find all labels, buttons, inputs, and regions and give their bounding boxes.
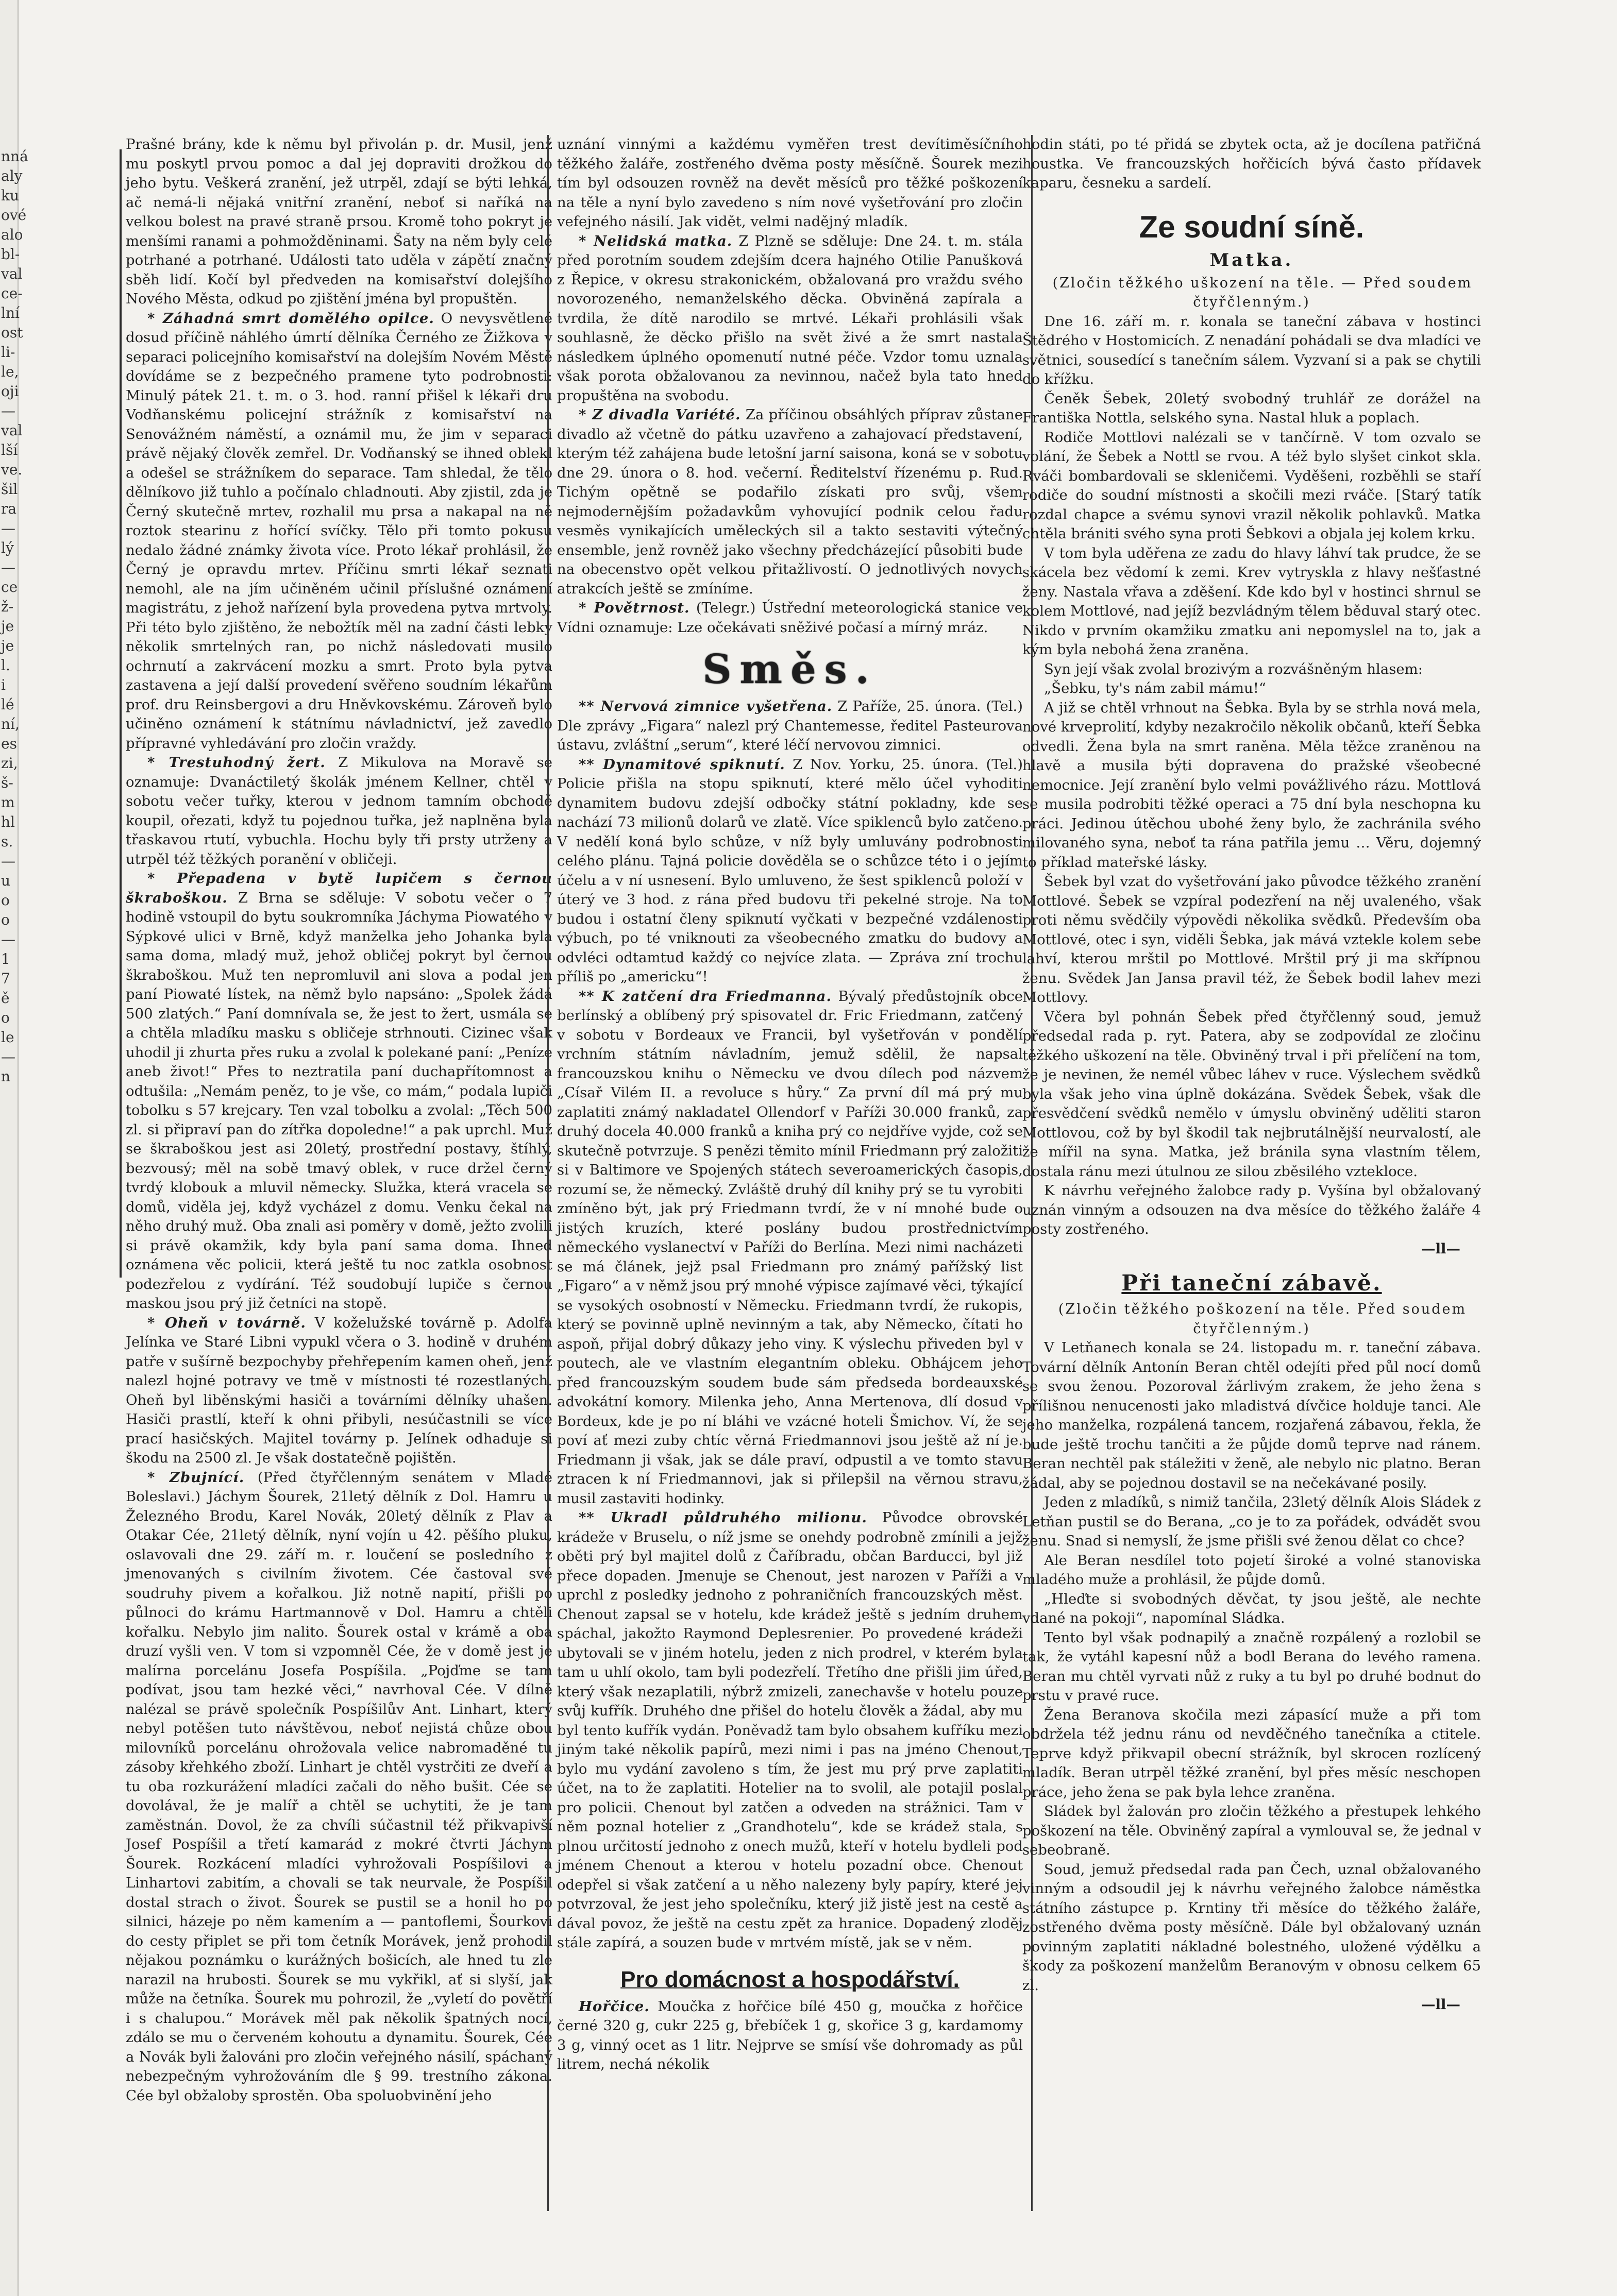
news-paragraph [557, 697, 1023, 755]
news-paragraph [1022, 679, 1481, 699]
section-heading: Pro domácnost a hospodářství. [620, 1966, 959, 1992]
news-paragraph [1022, 312, 1481, 389]
edge-fragment: je [1, 637, 14, 654]
news-paragraph [557, 232, 1023, 406]
news-item-text: Z Brna se sděluje: V sobotu večer o 7 hodině vstoupil do bytu soukromníka Jáchyma Piowatého v Sýpkové ulici v Brně, když manželka jeho Johanka byla sama doma, mladý muž, jehož obličej pokryt byl černou škraboškou. Muž ten nepromluvil ani slova a podal jen paní Piowaté lístek, na němž bylo napsáno: „Spolek žádá 500 zlatých.“ Paní domnívala se, že jest to žert, usmála se a chtěla mladíku masku s obličeje strhnouti. Cizinec však uhodil ji zhurta přes ruku a zvolal k polekané paní: „Peníze aneb život!“ Přes to neztratila paní duchapřítomnost a odtušila: „Nemám peněz, to je vše, co mám,“ podala lupiči tobolku s 57 krejcary. Ten vzal tobolku a zvolal: „Těch 500 zl. si připraví pan do zítřka dopoledne!“ a pak uprchl. Muž se škraboškou jest asi 20letý, prostřední postavy, štíhlý, bezvousý; měl na sobě tmavý oblek, v ruce držel černý tvrdý klobouk a mluvil německy. Služka, která vracela se domů, viděla jej, když vycházel z domu. Venku čekal na něho druhý muž. Oba znali asi poměry v domě, ježto zvolili si právě okamžik, kdy byla paní sama doma. Ihned oznámena věc policii, která ještě tu noc zatkla osobnost podezřelou z vydírání. Též soudobují lupiče s černou maskou jsou prý již četníci na stopě. [126, 889, 552, 1312]
edge-fragment: ve. [1, 461, 23, 478]
news-item-heading: * Z divadla Variété. [579, 406, 741, 423]
edge-fragment: i [1, 676, 6, 693]
news-item-text: Původce obrovské krádeže v Bruselu, o níž jsme se onehdy podrobně zmínili a jejž oběti prý byl majitel dolů z Čaříbradu, občan Barducci, byl již přece dopaden. Jmenuje se Chenout, jest narozen v Paříži a v uprchl z posledky jednoho z pohraničních francouzských měst. Chenout zapsal se v hotelu, kde krádež ještě s jedním druhem spáchal, jakožto Raymond Deplesrenier. Po provedené krádeži ubytovali se v jiném hotelu, jeden z nich prodrel, v kterém byla tam u uhlí okolo, tam byli podezřelí. Třetího dne přišli jim úřed, který však nezaplatili, nýbrž zmizeli, zanechavše v hotelu pouze svůj kufřík. Druhého dne přišel do hotelu člověk a žádal, aby mu byl tento kufřík vydán. Poněvadž tam bylo obsahem kufříku mezi jiným také několik papírů, mezi nimi i pas na jméno Chenout, bylo mu vydání zavoleno s tím, že jest mu prý prve zaplatiti účet, na to že zaplatiti. Hotelier na to svolil, ale potajil poslal pro policii. Chenout byl zatčen a odveden na strážnici. Tam v něm poznal hotelier z „Grandhotelu“, kde se krádež stala, s plnou určitostí jednoho z onech mužů, kteří v hotelu bydleli pod jménem Chenout a kterou v hotelu pozadní obce. Chenout odepřel si však zatčení a u něho nalezeny byly papíry, které jej potvrzoval, že jest jeho společníku, který již jistě jest na cestě a dával povoz, že ještě na cestu zpět za hranice. Dopadený zloděj stále zapírá, a souzen bude v mrtvém místě, jak se v něm. [557, 1509, 1023, 1951]
news-item-text: Moučka z hořčice bílé 450 g, moučka z hořčice černé 320 g, cukr 225 g, břebíček 1 g, skořice 3 g, kardamomy 3 g, vinný ocet as 1 litr. Nejprve se smísí vše dohromady as půl litrem, nechá nékolik [557, 1998, 1023, 2072]
news-paragraph [1022, 660, 1481, 679]
news-paragraph [126, 135, 552, 309]
news-item-text: V koželužské továrně p. Adolfa Jelínka ve Staré Libni vypukl včera o 3. hodině v druhém patře v sušírně bezpochyby přehřepením kamen oheň, jenž nalezl hojné potravy ve tmě v místnosti té rozestlaných. Oheň byl liběnskými hasiči a továrními dělníky uhašen. Hasiči prastlí, kteří k ohni přibyli, nesúčastnili se více prací hasičských. Majitel továrny p. Jelínek odhaduje si škodu na 2500 zl. Je však dostatečně pojištěn. [126, 1314, 552, 1466]
court-charge-line: (Zločin těžkého uškození na těle. — Před soudem čtyřčlenným.) [1052, 275, 1473, 310]
edge-fragment: hl [1, 813, 15, 830]
edge-fragment: ost [1, 324, 23, 341]
edge-fragment: zi, [1, 755, 18, 772]
news-paragraph [557, 1997, 1023, 2074]
edge-fragment: m [1, 794, 15, 811]
news-paragraph [557, 987, 1023, 1509]
news-item-heading: Hořčice. [579, 1998, 650, 2015]
edge-fragment: š- [1, 774, 13, 791]
left-margin-rule [120, 149, 122, 1278]
news-item-heading: ** K zatčení dra Friedmanna. [579, 988, 832, 1005]
news-paragraph [557, 405, 1023, 599]
edge-fragment: lé [1, 696, 14, 713]
edge-fragment: šil [1, 481, 18, 498]
edge-fragment: le [1, 1029, 14, 1046]
article-title: Matka. [1209, 249, 1294, 270]
news-paragraph [557, 755, 1023, 987]
news-paragraph [1022, 135, 1481, 193]
news-item-text: O nevysvětlené dosud příčině náhlého úmrtí dělníka Černého ze Žižkova v separaci policejního komisařství na dolejším Novém Městě dovídáme se z bezpečného pramene tyto podrobnosti: Minulý pátek 21. t. m. o 3. hod. ranní přišel k lékaři dru Vodňanskému policejní strážník z komisařství na Senovážném náměstí, a oznámil mu, že jim v separaci právě nějaký člověk zemřel. Dr. Vodňanský se ihned oblekl a odešel se strážníkem do separace. Tam shledal, že tělo dělníkovo již tuhlo a počínalo chladnouti. Aby zjistil, zda je Černý skutečně mrtev, rozhalil mu prsa a nakapal na ně roztok stearinu z hořící svíčky. Tělo při tomto pokusu nedalo žádné známky života více. Proto lékař prohlásil, že Černý je opravdu mrtev. Příčinu smrti lékař seznati nemohl, ale na jím učiněném učinil příslušné oznámení magistrátu, z jehož nařízení byla provedena pytva mrtvoly. Při této bylo zjištěno, že nebožtík měl na zadní části lebky několik smrtelných ran, po nichž následovati musilo ochrnutí a zakrvácení mozku a smrt. Proto byla pytva zastavena a její další provedení svěřeno soudním lékařům prof. dru Reinsbergovi a dru Hněvkovskému. Zároveň bylo učiněno oznámení k státnímu návladnictví, jež zavedlo přípravné vyhledávání pro zločin vraždy. [126, 310, 552, 752]
news-item-text: Rodiče Mottlovi nalézali se v tančírně. V tom ozvalo se volání, že Šebek a Nottl se rvou. A též bylo slyšet cinkot skla. Rváči bombardovali se skleničemi. Vyděšeni, rozběhli se staří rodiče do soudní místnosti a skočili mezi rváče. [Starý tatík rozdal chapce a svému synovi vrazil několik pohlavků. Matka chtěla brániti svého syna proti Šebkovi a objala jej kolem krku. [1022, 429, 1481, 542]
news-paragraph [1022, 1551, 1481, 1590]
edge-fragment: aly [1, 167, 23, 184]
edge-fragment: 1 [1, 950, 10, 967]
news-item-text: Z Mikulova na Moravě se oznamuje: Dvanáctiletý školák jménem Kellner, chtěl v sobotu večer tuřky, kterou v jednom tamním obchodě koupil, ořezati, když tu pojednou tuřka, jež naplněna byla třaskavou rtutí, vybuchla. Hochu byly tři prsty utrženy a utrpěl též těžkých poranění v obličeji. [126, 754, 552, 868]
news-item-text: Syn její však zvolal brozivým a rozvášněným hlasem: [1044, 660, 1423, 677]
news-paragraph [1022, 1628, 1481, 1706]
edge-fragment: u [1, 872, 11, 889]
news-paragraph [557, 1508, 1023, 1953]
news-item-heading: ** Nervová zimnice vyšetřena. [579, 698, 833, 715]
news-paragraph [1022, 1338, 1481, 1493]
news-item-text: Z Paříže, 25. února. (Tel.) Dle zprávy „Figara“ nalezl prý Chantemesse, ředitel Pasteurova ústavu, zvláštní „serum“, které léčí nervovou zimnici. [557, 698, 1023, 753]
news-paragraph [1022, 1860, 1481, 1996]
news-item-text: Žena Beranova skočila mezi zápasící muže a při tom obdržela též jednu ránu od nevděčného tanečníka a ctitele. Teprve když přikvapil obecní strážník, byl skrocen rozlícený mladík. Beran utrpěl těžké zranění, byl přes měsíc neschopen práce, jeho žena se pak byla lehce zraněna. [1022, 1706, 1481, 1800]
news-paragraph [1022, 1493, 1481, 1551]
edge-fragment: — [1, 931, 15, 948]
edge-fragment: — [1, 559, 15, 576]
edge-fragment: n [1, 1068, 11, 1085]
section-heading: Ze soudní síně. [1139, 209, 1365, 244]
edge-fragment: o [1, 1009, 10, 1026]
edge-fragment: je [1, 618, 14, 635]
adjacent-page-edge [0, 0, 28, 2296]
news-paragraph [1022, 872, 1481, 1008]
edge-fragment: bl- [1, 246, 20, 263]
news-paragraph [1022, 699, 1481, 873]
edge-fragment: le, [1, 363, 19, 380]
news-paragraph [126, 309, 552, 754]
edge-fragment: ra [1, 500, 17, 517]
news-item-text: „Šebku, ty's nám zabil mámu!“ [1044, 680, 1266, 696]
edge-fragment: o [1, 892, 10, 909]
news-item-text: V Letňanech konala se 24. listopadu m. r. taneční zábava. Tovární dělník Antonín Beran chtěl odejíti před půl nocí domů se svou ženou. Pozoroval žárlivým zrakem, že jeho žena s přílišnou nenucenosti jako mladistvá dívčice holduje tanci. Ale jeho manželka, rozpálená tancem, rozjařená zábavou, řekla, že bude ještě trochu tančiti a že půjde domů teprve nad ránem. Beran nechtěl pak stáležiti v ženě, ale nebylo nic platno. Beran žádal, aby se pojednou dostavil se na nečekávané posily. [1022, 1339, 1481, 1491]
news-item-heading: * Oheň v továrně. [147, 1314, 306, 1331]
edge-fragment: ž- [1, 598, 14, 615]
edge-fragment: ce- [1, 285, 23, 302]
news-item-heading: * Zbujnící. [147, 1469, 245, 1486]
court-charge-line: (Zločin těžkého poškození na těle. Před soudem čtyřčlenným.) [1058, 1301, 1467, 1337]
news-item-text: Soud, jemuž předsedal rada pan Čech, uznal obžalovaného vinným a odsoudil jej k návrhu veřejného žalobce náměstka státního zástupce p. Krntiny tři měsíce do těžkého žaláře, zostřeného dvěma posty měsíčně. Dále byl obžalovaný uznán povinným zaplatiti nákladné bolestného, uložené výdělku a škody za poškození manželům Beranovým v obnosu celkem 65 zl. [1022, 1861, 1481, 1994]
news-item-heading: ** Ukradl půldruhého milionu. [579, 1509, 867, 1526]
news-item-text: Z Nov. Yorku, 25. února. (Tel.) Policie přišla na stopu spiknutí, které mělo účel vyhoditi dynamitem budovu zdejší odbočky státní pokladny, kde se nachází 73 milionů dolarů ve zlatě. Více spiklenců bylo zatčeno. V nedělí koná bylo schůze, v níž byly umluvány podrobnosti celého plánu. Tajná policie dověděla se o schůzce této i o jejím účelu a v ní usnesení. Bylo umluveno, že šest spiklenců položí v úterý ve 3 hod. z rána před budovu tři pekelné stroje. Na to budou i ostatní členy spiknutí vyčkati v bezpečné vzdálenosti výbuch, po té vniknouti za všeobecného zmatku do budovy a odvléci odtamtud každý co nejvíce zlata. — Zpráva zní trochu příliš po „americku“! [557, 756, 1023, 985]
edge-fragment: ce [1, 579, 18, 596]
author-signature: —ll— [1421, 1996, 1460, 2013]
column-left [126, 135, 552, 2211]
news-item-text: Jeden z mladíků, s nimiž tančila, 23letý dělník Alois Sládek z Letňan pustil se do Berana, „co je to za pořádek, odvádět svou ženu. Snad si nemyslí, že jsme přišli své ženou dělat co chce? [1022, 1494, 1481, 1549]
edge-fragment: ové [1, 207, 27, 224]
edge-fragment: lší [1, 441, 18, 458]
edge-fragment: — [1, 1048, 15, 1065]
news-item-text: (Telegr.) Ústřední meteorologická stanice ve Vídni oznamuje: Lze očekávati sněživé počasí a mírný mráz. [557, 600, 1023, 636]
news-item-text: Za příčinou obsáhlých příprav zůstane divadlo až včetně do pátku uzavřeno a zahajovací představení, kterým též zahájena bude letošní jarní saisona, koná se v sobotu dne 29. února o 8. hod. večerní. Ředitelství řízenému p. Rud. Tichým opětně se podařilo získati pro svůj, všem nejmodernějším požadavkům vyhovující podnik celou řadu vesměs vynikajících uměleckých sil a takto sestaviti výtečný ensemble, jenž rovněž jako všechny předcházející působiti bude na obecenstvo opět velkou přitažlivostí. O jednotlivých novych atrakcích ještě se zmíníme. [557, 406, 1023, 597]
edge-fragment: ě [1, 990, 10, 1007]
news-item-text: K návrhu veřejného žalobce rady p. Vyšína byl obžalovaný uznán vinným a odsouzen na dva měsíce do těžkého žaláře 4 posty zostřeného. [1022, 1182, 1481, 1237]
news-item-text: Dne 16. září m. r. konala se taneční zábava v hostinci Štědrého v Hostomicích. Z nenadání pohádali se dva mladíci ve světnici, sousedící s tanečním sálem. Vyzvaní si a pak se chytili do křížku. [1022, 313, 1481, 387]
news-item-text: uznání vinnými a každému vyměřen trest devítiměsíčního těžkého žaláře, zostřeného dvěma posty měsíčně. Šourek mezi tím byl odsouzen rovněž na devět měsíců pro těžké poškození na těle a nyní bylo zavedeno s ním nové vyšetřování pro zločin vefejného násilí. Jak vidět, velmi nadějný mladík. [557, 136, 1023, 230]
news-item-text: Ale Beran nesdílel toto pojetí široké a volné stanoviska mladého muže a prohlásil, že půjde domů. [1022, 1552, 1481, 1588]
edge-fragment: val [1, 265, 23, 282]
news-item-text: Prašné brány, kde k němu byl přivolán p. dr. Musil, jenž mu poskytl prvou pomoc a dal jej dopraviti drožkou do jeho bytu. Veškerá zranění, jež utrpěl, zdají se býti lehká, ač nemá-li nějaká vnitřní zranění, neboť si naříká na velkou bolest na pravé straně prsou. Kromě toho pokryt je menšími ranami a pohmožděninami. Šaty na něm byly celé potrhané a potrhané. Události tato uděla v zápětí značný sběh lidí. Kočí byl předveden na komisařství dolejšího Nového Města, odkud po zjištění jména byl propuštěn. [126, 136, 552, 307]
edge-fragment: ku [1, 187, 19, 204]
column-middle [547, 135, 1033, 2211]
edge-fragment: val [1, 422, 23, 439]
news-paragraph [126, 1314, 552, 1468]
edge-fragment: ní, [1, 716, 20, 733]
news-paragraph [1022, 544, 1481, 660]
author-signature: —ll— [1421, 1240, 1460, 1257]
news-item-text: (Před čtyřčlenným senátem v Mladé Boleslavi.) Jáchym Šourek, 21letý dělník z Dol. Hamru u Železného Brodu, Karel Novák, 20letý dělník z Plav a Otakar Cée, 21letý dělník, nyní vojín u 42. pěšího pluku, oslavovali dne 29. září m. r. loučení se posledního z jmenovaných s civilním životem. Cée častoval své soudruhy pivem a kořalkou. Již notně napití, přišli po půlnoci do krámu Hartmannově v Dol. Hamru a chtěli kořalku. Nebylo jim nalito. Šourek ostal v krámě a oba druzí vyšli ven. V tom si vzpomněl Cée, že v domě jest je malírna porcelánu Josefa Pospíšila. „Pojďme se tam podívat, jsou tam hezké věci,“ navrhoval Cée. V dílně nalézal se právě společník Pospíšilův Ant. Linhart, který nebyl potěšen tuto návštěvou, neboť nejistá chůze obou milovníků porcelánu ohrožovala velice nabromaděné tu zásoby křehkého zboží. Linhart je chtěl vystrčiti ze dveří a tu oba rozkurážení mladíci začali do něho bušit. Cée se dovolával, že je malíř a chtěl se uchytiti, že je tam zaměstnán. Dovol, že za chvíli súčastnil též přikvapivší Josef Pospíšil a třetí kamarád z mokré čtvrti Jáchym Šourek. Rozkácení mladíci vyhrožovali Pospíšilovi a Linhartovi zabitím, a chovali se tak neurvale, že Pospíšil dostal strach o život. Šourek se pustil se a honil ho po silnici, házeje po něm kamením a — pantoflemi, Šourkovi do cesty připlet se při tom četník Morávek, jenž prohodil nějakou poznámku o kurážných bošicích, ale hned tu zle narazil na hrubosti. Šourek se mu vykřikl, ať si slyší, jak může na četníka. Šourek mu pohrozil, že „vyletí do povětří i s chalupou.“ Morávek měl pak několik špatných nocí, zdálo se mu o červeném kohoutu a dynamitu. Šourek, Cée a Novák byli žalováni pro zločin veřejného násilí, spáchaný nebezpečným vyhrožováním dle § 99. trestního zákona. Cée byl obžaloby sprostěn. Oba spoluobvinění jeho [126, 1469, 552, 2104]
news-item-text: V tom byla uděřena ze zadu do hlavy láhví tak prudce, že se skácela bez vědomí k zemi. Krev vytryskla z hlavy nešťastné ženy. Nastala vřava a zděšení. Kde kdo byl v hostinci shrnul se kolem Mottlové, nad jejíž bezvládným tělem běduval starý otec. Nikdo v prvním okamžiku zmatku ani nepomyslel na to, jak a kým byla nebohá žena zraněna. [1022, 545, 1481, 658]
news-item-text: A již se chtěl vrhnout na Šebka. Byla by se strhla nová mela, nové krveprolití, kdyby nezakročilo několik občanů, kteří Šebka odvedli. Žena byla na smrt raněna. Měla těžce zraněnou na hlavě a musila býti dopravena do pražské všeobecné nemocnice. Její zranění bylo velmi povážlivého rázu. Mottlová se musila podrobiti těžké operaci a 75 dní byla neschopna ku práci. Jedinou útěchou ubohé ženy bylo, že zachránila svého milovaného syna, neboť ta rána patřila jemu … Věru, dojemný to příklad mateřské lásky. [1022, 699, 1481, 871]
news-paragraph [1022, 1181, 1481, 1239]
column-right [1022, 135, 1481, 2211]
news-item-text: Sládek byl žalován pro zločin těžkého a přestupek lehkého poškození na těle. Obviněný zapíral a vymlouval se, že jednal v sebeobraně. [1022, 1803, 1481, 1858]
edge-fragment: oji [1, 383, 19, 400]
edge-fragment: — [1, 402, 15, 419]
edge-fragment: lý [1, 539, 14, 556]
news-paragraph [1022, 1008, 1481, 1182]
news-item-text: Včera byl pohnán Šebek před čtyřčlenný soud, jemuž předsedal rada p. ryt. Patera, aby se zodpovídal ze zločinu těžkého uškození na těle. Obviněný trval i při přelíčení na tom, že je nevinen, že nemél vůbec láhev v ruce. Výslechem svědků byla však jeho vina úplně dokázána. Svědek Šebek, však dle přesvědčení svědků nemělo v úmyslu obviněný uděliti staron Mottlovou, což by byl škodil tak nejbrutálnější neurvalostí, ale že mířil na syna. Matka, jež bránila syna vlastním tělem, dostala ránu mezi útulnou ze silou zběsilého vztekloce. [1022, 1008, 1481, 1180]
news-item-heading: * Záhadná smrt domělého opilce. [147, 310, 434, 327]
news-paragraph [126, 1468, 552, 2106]
news-paragraph [1022, 389, 1481, 428]
edge-fragment: — [1, 520, 15, 537]
edge-fragment: li- [1, 344, 15, 361]
edge-fragment: lní [1, 304, 20, 321]
edge-fragment: es [1, 735, 17, 752]
news-paragraph [1022, 428, 1481, 544]
news-item-heading: * Povětrnost. [579, 600, 690, 616]
news-paragraph [557, 599, 1023, 637]
news-item-heading: ** Dynamitové spiknutí. [579, 756, 785, 773]
news-item-heading: * Přepadena v bytě lupičem s černou škraboškou. [126, 870, 552, 906]
news-item-text: Bývalý předůstojník obce berlínský a oblíbený prý spisovatel dr. Fric Friedmann, zatčený v sobotu v Bordeaux ve Francii, byl vyšetřován v pondělí vrchním státním návladním, jemuž sdělil, že napsal francouzskou knihu o Německu ve dvou dílech pod názvem „Císař Vilém II. a revoluce s hůry.“ Za první díl má prý mu zaplatiti známý nakladatel Ollendorf v Paříži 30.000 franků, za druhý docela 40.000 franků a kniha prý co nejdříve vyjde, což se skutečně potvrzuje. S penězi těmito mínil Friedmann prý založiti si v Baltimore ve Spojených státech severoamerických časopis, rozumí se, že německý. Zvláště druhý díl knihy prý se tu vyrobiti zmíněno být, jak prý Friedmann tvrdí, že v ní mnohé bude o jistých kruzích, které poslány budou prostřednictvím německého vyslanectví v Paříži do Berlína. Mezi nimi nacházeti se má článek, jejž psal Friedmann pro známý pařížský list „Figaro“ a v němž jsou prý mnohé výpisce zajímavé věci, týkající se vysokých osobností v Německu. Friedmann tvrdí, že rukopis, který se povinně uplně nevinným a tak, aby Německo, čítati ho aspoň, přijal dobrý důkazy jeho viny. K výslechu přiveden byl v poutech, ale ve vlastním elegantním obleku. Obhájcem jeho před francouzským soudem bude sám předseda bordeauxské advokátní komory. Milenka jeho, Anna Mertenova, dlí dosud v Bordeux, kde je po ní bláhi ve vzácné hoteli Šmichov. Ví, že se poví ať mezi zuby chtíc věrná Friedmannovi jsou ještě až ní je. Friedmann ji však, jak se dále praví, odpustil a ve tomto stavu ztracen k ní Friedmannovi, jak si přilepšil na věrnou stravu, musil zastaviti hodinky. [557, 988, 1023, 1507]
edge-fragment: s. [1, 833, 13, 850]
news-item-heading: * Trestuhodný žert. [147, 754, 326, 771]
news-item-text: Čeněk Šebek, 20letý svobodný truhlář ze dorážel na Františka Nottla, selského syna. Nastal hluk a poplach. [1022, 390, 1481, 426]
news-paragraph [557, 135, 1023, 232]
news-paragraph [1022, 1802, 1481, 1860]
article-title: Při taneční zábavě. [1121, 1270, 1382, 1296]
edge-fragment: — [1, 853, 15, 870]
news-item-text: Z Plzně se sděluje: Dne 24. t. m. stála před porotním soudem zdejším dcera hajného Otilie Panušková z Řepice, v okresu strakonickém, obžalovaná pro vraždu svého novorozeného, nemanželského děcka. Obviněná zapírala a tvrdila, že dítě narodilo se mrtvé. Lékaři prohlásili však souhlasně, že děcko přišlo na svět živé a že smrt nastala následkem úplného opomenutí nutné péče. Vzdor tomu uznala však porota obžalovanou za nevinnou, načež byla tato hned propuštěna na svobodu. [557, 232, 1023, 404]
edge-fragment: nná [1, 148, 28, 165]
news-item-text: hodin státi, po té přidá se zbytek octa, až je docílena patřičná houstka. Ve francouzských hořčicích bývá často přídavek kaparu, česneku a sardelí. [1022, 136, 1481, 191]
edge-fragment: 7 [1, 970, 10, 987]
section-heading: Směs. [702, 646, 878, 693]
news-item-heading: * Nelidská matka. [579, 232, 733, 249]
news-item-text: Šebek byl vzat do vyšetřování jako původce těžkého zranění Mottlové. Šebek se vzpíral podezření na něj uvaleného, však proti němu svědčily výpovědi několika svědků. Především oba Mottlové, otec i syn, viděli Šebka, jak mává vztekle kolem sebe lahví, kterou mrštil po Mottlové. Mrštil prý ji ma skřípnou ženu. Svědek Jan Jansa pravil též, že Šebek bodil lahev mezi Mottlovy. [1022, 873, 1481, 1006]
edge-fragment: alo [1, 226, 23, 243]
news-item-text: Tento byl však podnapilý a značně rozpálený a rozlobil se tak, že vytáhl kapesní nůž a bodl Berana do levého ramena. Beran mu chtěl vyrvati nůž z ruky a tu byl po druhé bodnut do prstu v pravé ruce. [1022, 1629, 1481, 1704]
news-paragraph [1022, 1590, 1481, 1628]
news-paragraph [126, 753, 552, 869]
edge-fragment: l. [1, 657, 10, 674]
edge-fragment: o [1, 911, 10, 928]
news-item-text: „Hleďte si svobodných děvčat, ty jsou ještě, ale nechte vdané na pokoji“, napomínal Sládka. [1022, 1590, 1481, 1626]
news-paragraph [126, 869, 552, 1314]
news-paragraph [1022, 1706, 1481, 1802]
